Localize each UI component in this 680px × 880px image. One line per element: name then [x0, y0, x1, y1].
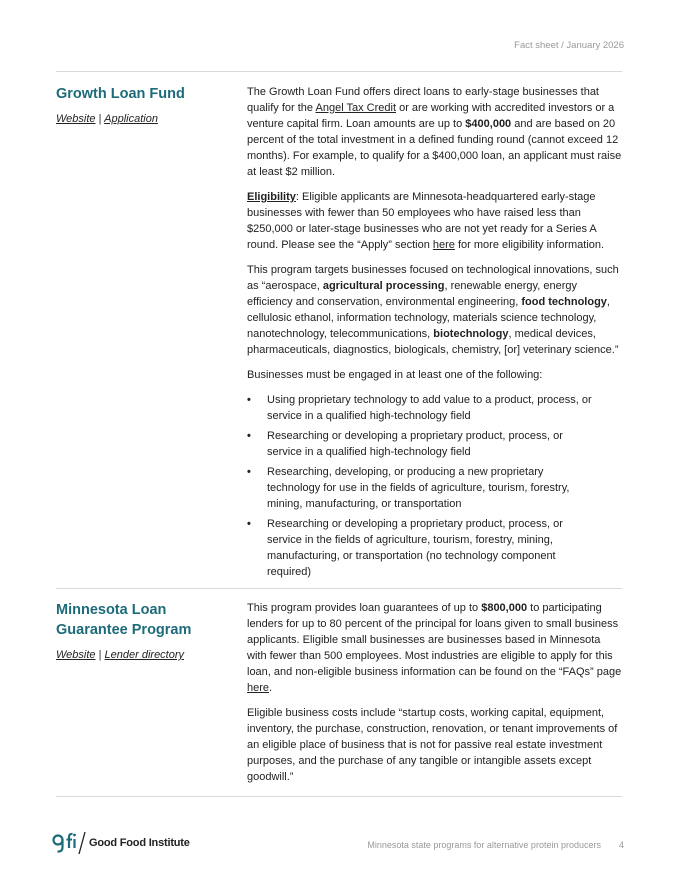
text: The Growth Loan Fund offers direct loans to early-stage businesses that qualify for the [247, 86, 599, 114]
list-item-text: Researching, developing, or producing a new proprietary technology for use in the fields of agriculture, tourism, forestry, mining, manufacturing, or transportation [267, 466, 570, 510]
loan-amount: $400,000 [465, 118, 512, 130]
list-item [247, 392, 622, 424]
requirements-list [247, 392, 622, 580]
paragraph-requirements: Businesses must be engaged in at least one of the following: [247, 369, 543, 381]
paragraph-intro [247, 600, 622, 696]
website-link[interactable]: Website [56, 649, 96, 661]
divider [56, 588, 622, 589]
text: This program provides loan guarantees of up to [247, 602, 482, 614]
link-separator: | [98, 113, 102, 125]
list-item [247, 516, 622, 580]
section-sidebar [56, 600, 226, 661]
text: , renewable energy, energy efficiency and conservation, environmental engineering, [247, 280, 577, 308]
text: . [269, 682, 273, 694]
keyword-bold: food technology [521, 296, 607, 308]
apply-here-link[interactable]: here [432, 239, 455, 251]
page-number: 4 [618, 840, 624, 850]
section-title: Growth Loan Fund [56, 86, 185, 102]
section-title: Minnesota Loan Guarantee Program [56, 602, 192, 638]
keyword-bold: agricultural processing [322, 280, 445, 292]
website-link[interactable]: Website [56, 113, 96, 125]
divider [56, 71, 622, 72]
eligibility-label: Eligibility [247, 191, 296, 203]
text: to participating lenders for up to 80 percent of the principal for loans given to small business applicants. Eligible small businesses are businesses based in Minnesota with fewer than 500 employees. Most industries are eligible to apply for this loan, and non-eligible business information can be found on the “FAQs” page [247, 602, 622, 678]
slash-icon [78, 831, 86, 855]
section-body [247, 600, 622, 794]
paragraph-intro [247, 84, 622, 180]
text: or are working with accredited investors or a venture capital firm. Loan amounts are up to [247, 102, 615, 130]
section-body [247, 84, 622, 584]
gfi-logo-icon [52, 830, 78, 856]
bullet-icon: • [247, 518, 251, 530]
divider [56, 796, 622, 797]
bullet-icon: • [247, 394, 251, 406]
paragraph-targets [247, 262, 622, 358]
logo-text: Good Food Institute [89, 837, 190, 849]
list-item-text: Researching or developing a proprietary product, process, or service in a qualified high-technology field [267, 430, 563, 458]
lender-directory-link[interactable]: Lender directory [104, 649, 185, 661]
faqs-here-link[interactable]: here [247, 682, 270, 694]
text: and are based on 20 percent of the total investment in a defined funding round (cannot exceed 12 months). For example, to qualify for a $400,000 loan, an applicant must raise at least $2 million. [247, 118, 622, 178]
section-sidebar [56, 84, 226, 125]
application-link[interactable]: Application [104, 113, 158, 125]
text: , cellulosic ethanol, information technology, materials science technology, nanotechnology, telecommunications, [247, 296, 610, 340]
footer-title: Minnesota state programs for alternative protein producers [367, 840, 601, 850]
loan-amount: $800,000 [481, 602, 528, 614]
footer [367, 840, 624, 850]
list-item-text: Using proprietary technology to add value to a product, process, or service in a qualified high-technology field [267, 394, 592, 422]
text: : Eligible applicants are Minnesota-headquartered early-stage businesses with fewer than 50 employees who have raised less than $250,000 or later-stage businesses who are not yet ready for a Series A round. Please see the “Apply” section [247, 191, 597, 251]
bullet-icon: • [247, 430, 251, 442]
gfi-logo [52, 830, 190, 856]
list-item-text: Researching or developing a proprietary product, process, or service in the fields of agriculture, tourism, forestry, mining, manufacturing, or transportation (no technology component required) [267, 518, 563, 578]
text: for more eligibility information. [454, 239, 605, 251]
section-links [56, 649, 226, 661]
angel-tax-credit-link[interactable]: Angel Tax Credit [315, 102, 397, 114]
link-separator: | [98, 649, 102, 661]
header-date: Fact sheet / January 2026 [514, 40, 624, 51]
list-item [247, 428, 622, 460]
text: , medical devices, pharmaceuticals, diagnostics, biologicals, chemistry, [or] veterinary science.” [247, 328, 619, 356]
text: This program targets businesses focused on technological innovations, such as “aerospace, [247, 264, 619, 292]
list-item [247, 464, 622, 512]
bullet-icon: • [247, 466, 251, 478]
section-links [56, 113, 226, 125]
keyword-bold: biotechnology [433, 328, 509, 340]
paragraph-costs: Eligible business costs include “startup costs, working capital, equipment, inventory, the purchase, construction, renovation, or tenant improvements of an eligible place of business that is not for passive real estate investment purposes, and the purchase of any tangible or intangible assets except goodwill.” [247, 707, 618, 783]
paragraph-eligibility [247, 189, 622, 253]
